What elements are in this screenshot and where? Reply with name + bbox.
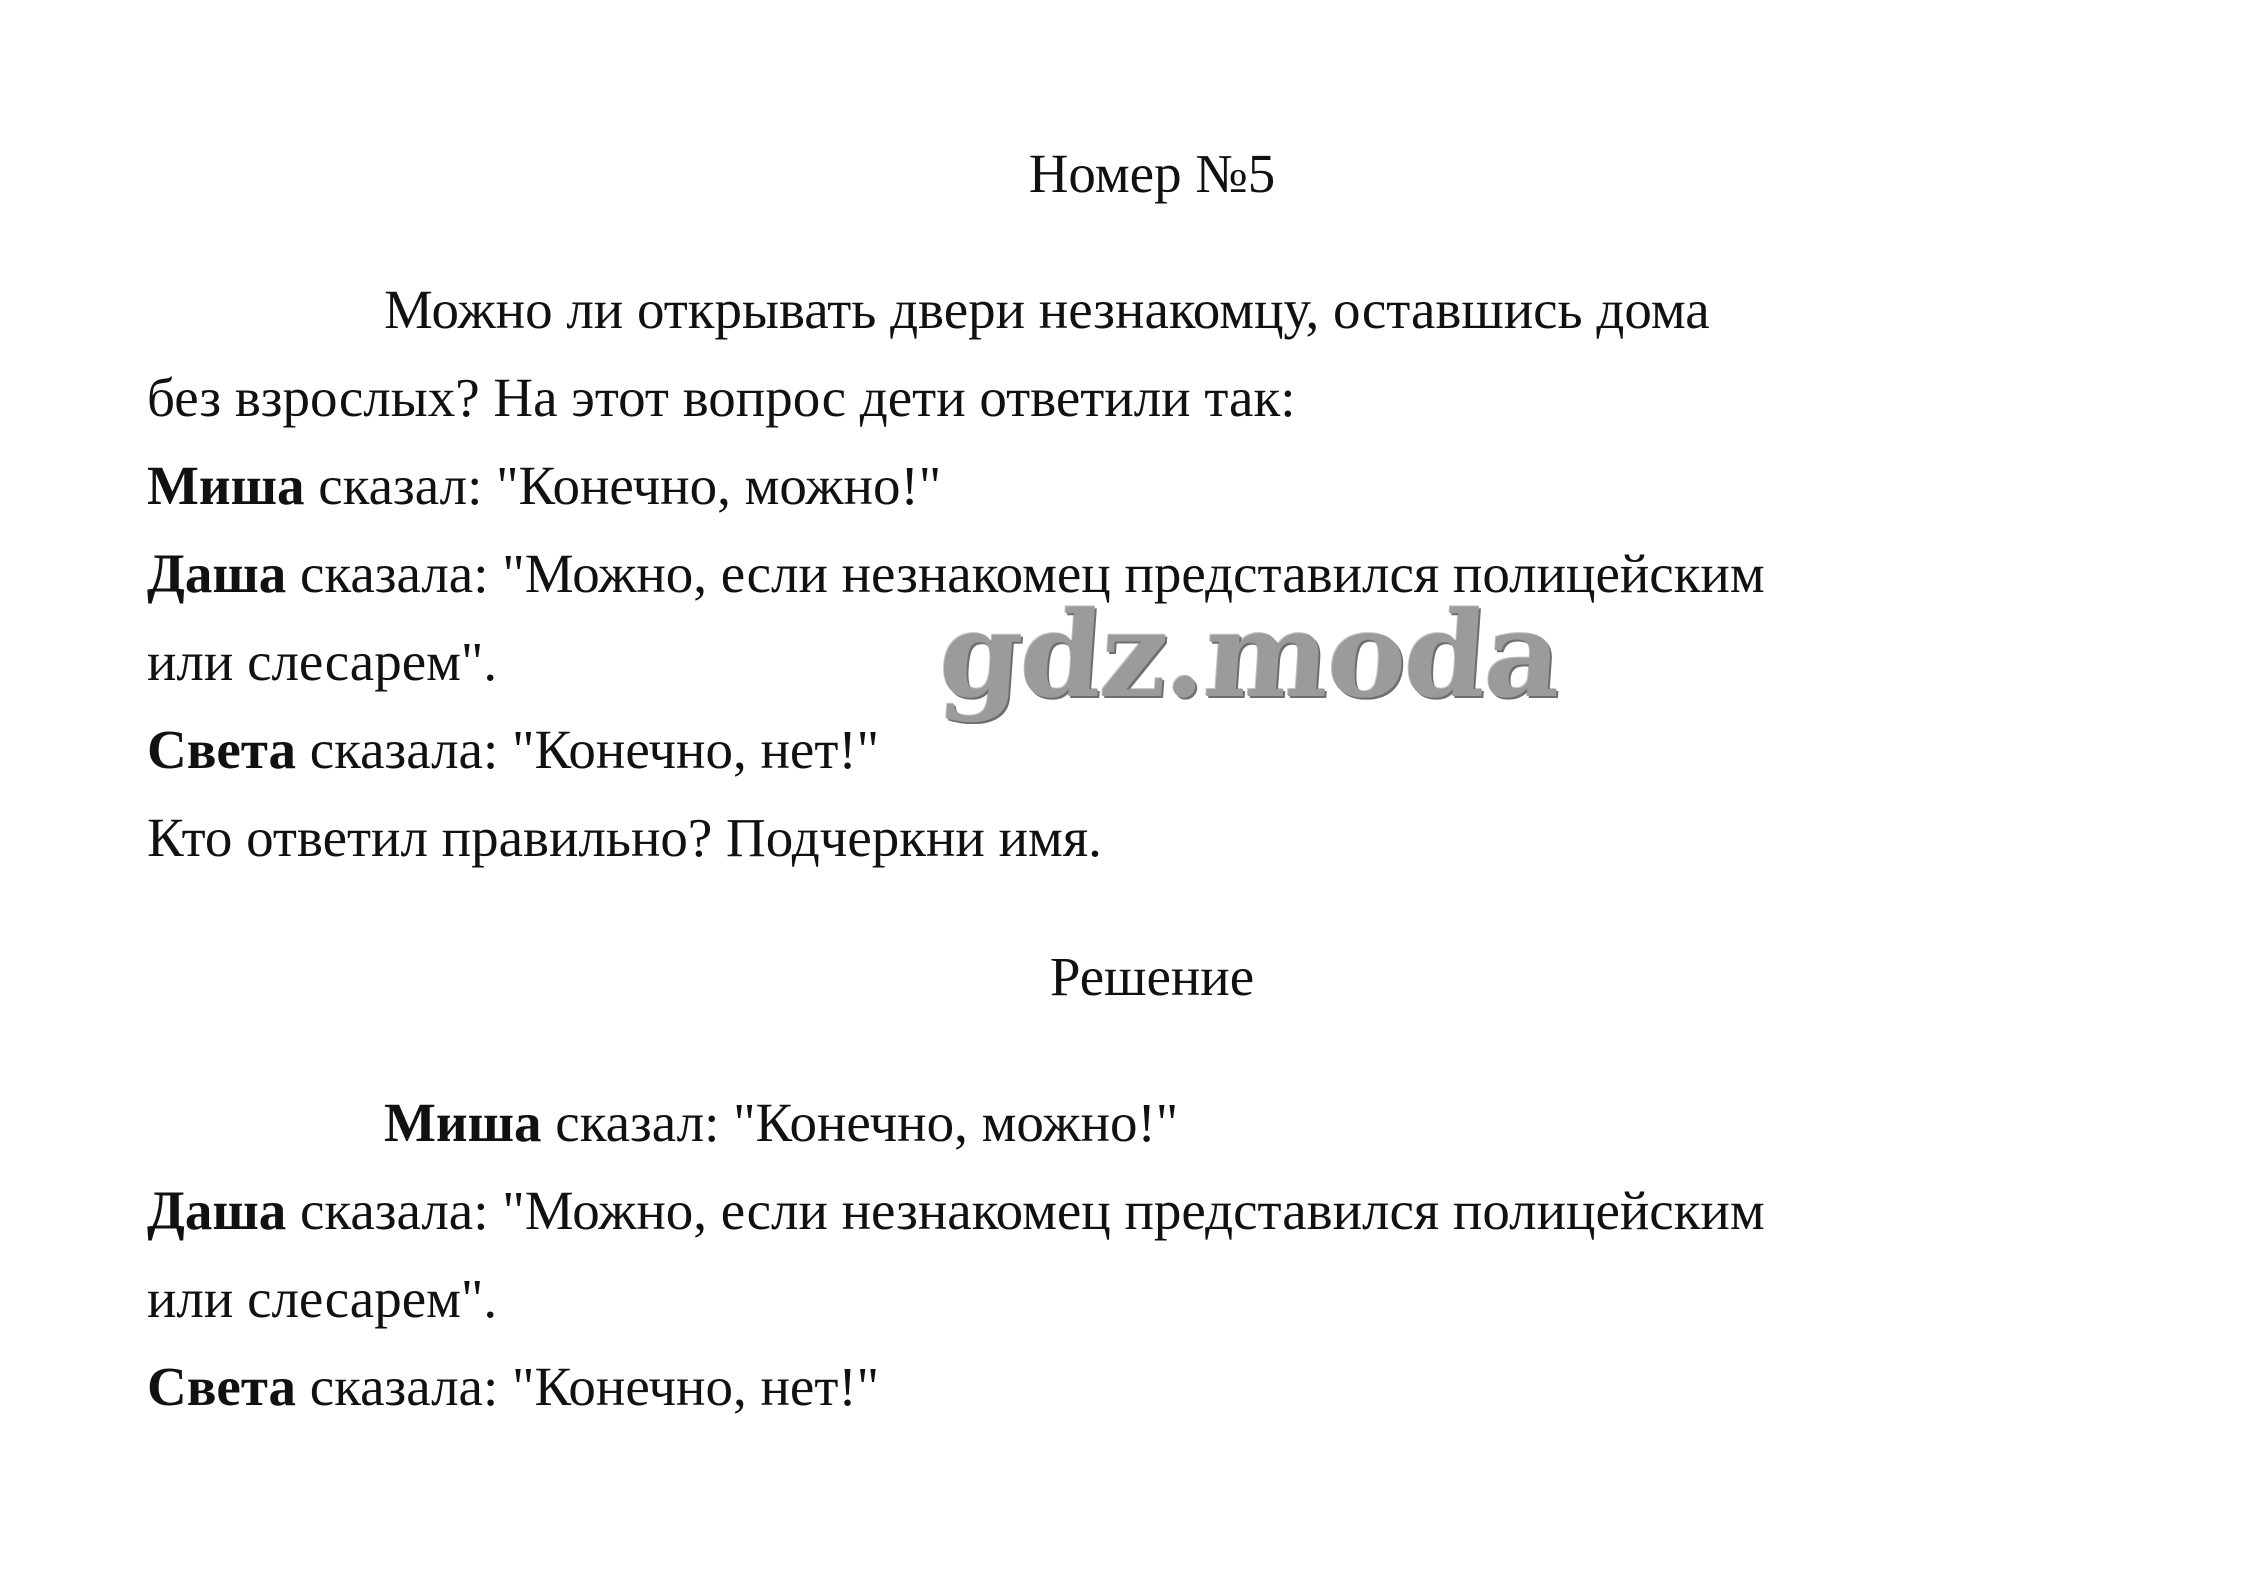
answer-text: сказала: "Конечно, нет!" bbox=[296, 1356, 880, 1417]
solution-dasha bbox=[147, 1167, 2054, 1255]
answer-text: сказала: "Можно, если незнакомец представился полицейским bbox=[286, 543, 1765, 604]
answer-text: сказал: "Конечно, можно!" bbox=[541, 1092, 1179, 1153]
answer-name: Света bbox=[147, 1356, 297, 1417]
question-line-2: без взрослых? На этот вопрос дети ответили так: bbox=[147, 367, 1296, 428]
answer-dasha-continued: или слесарем". bbox=[147, 631, 498, 692]
answer-name: Даша bbox=[147, 1180, 287, 1241]
question-prompt: Кто ответил правильно? Подчеркни имя. bbox=[147, 807, 1102, 868]
answer-name: Света bbox=[147, 719, 297, 780]
solution-misha bbox=[147, 1079, 2054, 1167]
answer-text: сказала: "Конечно, нет!" bbox=[296, 719, 880, 780]
question-line-1: Можно ли открывать двери незнакомцу, оставшись дома bbox=[384, 279, 1710, 340]
answer-text: сказал: "Конечно, можно!" bbox=[304, 455, 942, 516]
solution-block bbox=[147, 1079, 2054, 1431]
question-block bbox=[147, 266, 2054, 882]
answer-name: Миша bbox=[147, 455, 305, 516]
watermark-logo: gdz.moda bbox=[935, 585, 1565, 724]
solution-dasha-continued: или слесарем". bbox=[147, 1268, 498, 1329]
answer-misha bbox=[147, 442, 2054, 530]
answer-name: Миша bbox=[384, 1092, 542, 1153]
solution-sveta bbox=[147, 1343, 2054, 1431]
page-title: Номер №5 bbox=[1028, 143, 1276, 204]
answer-text: сказала: "Можно, если незнакомец представился полицейским bbox=[286, 1180, 1765, 1241]
answer-name: Даша bbox=[147, 543, 287, 604]
solution-heading: Решение bbox=[1049, 946, 1255, 1007]
